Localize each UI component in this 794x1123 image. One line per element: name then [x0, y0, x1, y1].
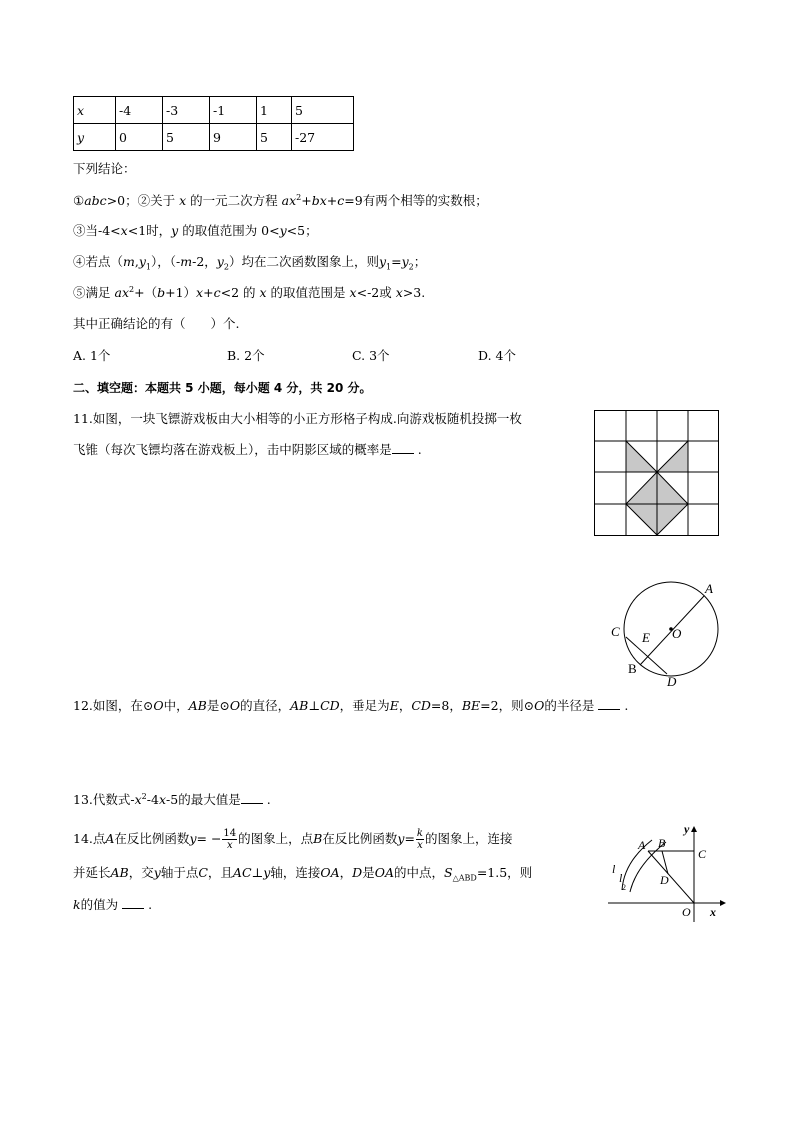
label-b: B	[628, 661, 637, 676]
dartboard-figure	[593, 410, 721, 536]
conclusion-5: ⑤满足 $ax^2+(b+1)x+c<2$ 的 x 的取值范围是 x<-2或 x>3.	[73, 284, 426, 300]
fraction-14-over-x: $\frac{14}{x}$	[223, 828, 237, 851]
label-o: O	[682, 905, 691, 919]
answer-blank	[122, 896, 144, 909]
label-d: D	[660, 873, 669, 887]
table-cell: -3	[163, 97, 210, 124]
answer-blank	[598, 697, 620, 710]
y-axis-arrow	[691, 826, 697, 832]
board-grid	[594, 410, 719, 536]
section-heading: 二、填空题：本题共 5 小题，每小题 4 分，共 20 分。	[73, 381, 372, 395]
label-o: O	[672, 626, 682, 641]
segment-oa	[648, 851, 694, 903]
label-l2-sub: 2	[622, 883, 626, 892]
label-l2: l	[619, 871, 623, 885]
table-row-x	[74, 97, 354, 124]
q14-line3: k的值为 .	[73, 897, 153, 912]
q12-text: 12.如图，在⊙O中，AB是⊙O的直径，AB⊥CD，垂足为E，CD=8，BE=2，则⊙O的半径是 .	[73, 698, 629, 713]
answer-blank	[241, 791, 263, 804]
xy-value-table	[73, 96, 354, 151]
table-cell: 9	[210, 124, 257, 151]
label-c: C	[698, 847, 707, 861]
curve-l1	[622, 840, 652, 890]
q13-text: 13.代数式$-x^2-4x-5$的最大值是 .	[73, 791, 271, 807]
table-cell: -1	[210, 97, 257, 124]
q11-line1: 11.如图，一块飞镖游戏板由大小相等的小正方形格子构成.向游戏板随机投掷一枚	[73, 411, 522, 426]
table-cell: x	[74, 97, 116, 124]
label-l1: l	[612, 862, 616, 876]
table-cell: y	[74, 124, 116, 151]
question-ask: 其中正确结论的有（ ）个.	[73, 316, 240, 331]
label-y: y	[684, 822, 690, 836]
table-cell: 5	[257, 124, 292, 151]
table-cell: -4	[116, 97, 163, 124]
conclusion-4: ④若点$(m,y_1)$，（-m-2，$y_2$）均在二次函数图象上，则$y_1=y_2$；	[73, 254, 427, 272]
q14-line2: 并延长AB，交y轴于点C，且AC⊥y轴，连接OA，D是OA的中点，$S_{\triangle ABD}=1.5$，则	[73, 865, 533, 883]
conclusion-3: ③当-4<x<1时，y 的取值范围为 0<y<5；	[73, 223, 318, 238]
label-e: E	[642, 630, 650, 645]
label-a: A	[638, 838, 646, 852]
option-b: B. 2个	[227, 348, 265, 363]
option-d: D. 4个	[478, 348, 516, 363]
conclusions-intro: 下列结论：	[73, 161, 136, 176]
label-a: A	[705, 581, 713, 596]
option-a: A. 1个	[73, 348, 111, 363]
inverse-function-figure	[608, 818, 728, 926]
table-row-y	[74, 124, 354, 151]
label-c: C	[611, 624, 620, 639]
table-cell: -27	[292, 124, 354, 151]
table-cell: 1	[257, 97, 292, 124]
label-x: x	[710, 905, 716, 919]
table-cell: 5	[163, 124, 210, 151]
option-c: C. 3个	[352, 348, 390, 363]
table-cell: 0	[116, 124, 163, 151]
circle-figure	[600, 578, 730, 690]
x-axis-arrow	[720, 900, 726, 906]
answer-blank	[392, 441, 414, 454]
table-cell: 5	[292, 97, 354, 124]
fraction-k-over-x: $\frac{k}{x}$	[416, 828, 423, 851]
q11-line2: 飞锥（每次飞镖均落在游戏板上），击中阴影区域的概率是 .	[73, 442, 422, 457]
q14-line1: 14.点A在反比例函数y= − $\frac{14}{x}$ 的图象上，点B在反比例函数y= $\frac{k}{x}$ 的图象上，连接	[73, 828, 513, 851]
label-d: D	[667, 674, 677, 689]
conclusion-1-2: ①abc>0；②关于 x 的一元二次方程 $ax^2+bx+c=9$有两个相等的实数根；	[73, 192, 488, 208]
label-b: B	[658, 836, 666, 850]
